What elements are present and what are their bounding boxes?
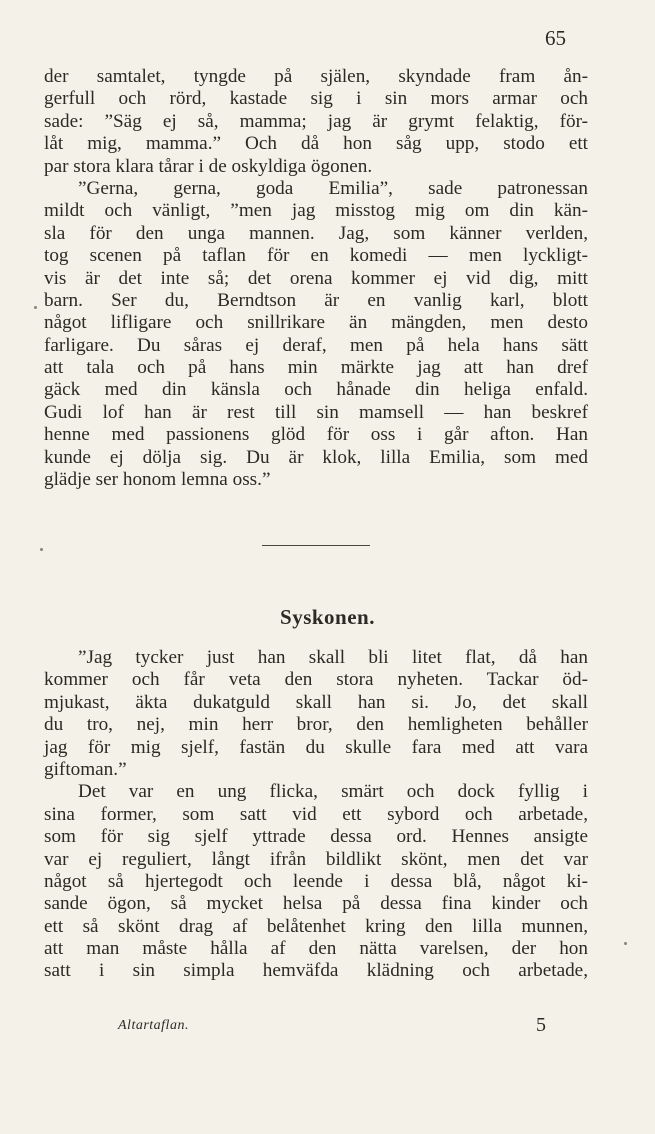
text-line: sande ögon, så mycket helsa på dessa fina kinder och <box>44 893 588 915</box>
text-block-upper <box>44 66 588 491</box>
page-footer <box>118 1014 548 1036</box>
text-line: låt mig, mamma.” Och då hon såg upp, stodo ett <box>44 133 588 155</box>
text-line: mjukast, äkta dukatguld skall han si. Jo, det skall <box>44 691 588 713</box>
text-line: kunde ej dölja sig. Du är klok, lilla Emilia, som med <box>44 446 588 468</box>
text-line: att tala och på hans min märkte jag att han dref <box>44 357 588 379</box>
text-line: par stora klara tårar i de oskyldiga ögonen. <box>44 155 373 177</box>
text-line: ett så skönt drag af belåtenhet kring den lilla munnen, <box>44 915 588 937</box>
paragraph-3 <box>44 647 588 781</box>
text-line: gerfull och rörd, kastade sig i sin mors armar och <box>44 88 588 110</box>
text-line: giftoman.” <box>44 758 127 780</box>
text-line: var ej reguliert, långt ifrån bildlikt skönt, men det var <box>44 848 588 870</box>
text-block-lower <box>44 647 588 983</box>
text-line: något så hjertegodt och leende i dessa blå, något ki- <box>44 870 588 892</box>
signature-mark: Altartaflan. <box>118 1018 189 1033</box>
text-line: mildt och vänligt, ”men jag misstog mig om din kän- <box>44 200 588 222</box>
text-line: jag för mig sjelf, fastän du skulle fara med att vara <box>44 736 588 758</box>
page-number: 65 <box>545 26 566 50</box>
text-line: gäck med din känsla och hånade din heliga enfald. <box>44 379 588 401</box>
text-line: glädje ser honom lemna oss.” <box>44 469 271 491</box>
text-line: sina former, som satt vid ett sybord och arbetade, <box>44 803 588 825</box>
text-line: satt i sin simpla hemväfda klädning och arbetade, <box>44 960 588 982</box>
text-line: tog scenen på taflan för en komedi — men lyckligt- <box>44 245 588 267</box>
text-line: henne med passionens glöd för oss i går afton. Han <box>44 424 588 446</box>
paragraph-4 <box>44 781 588 983</box>
text-line: som för sig sjelf yttrade dessa ord. Hennes ansigte <box>44 826 588 848</box>
paper-speck <box>40 548 43 551</box>
section-divider <box>262 545 370 546</box>
text-line: der samtalet, tyngde på själen, skyndade fram ån- <box>44 66 588 87</box>
sheet-number: 5 <box>536 1014 546 1036</box>
text-line: vis är det inte så; det orena kommer ej vid dig, mitt <box>44 267 588 289</box>
text-line: att man måste hålla af den nätta varelsen, der hon <box>44 938 588 960</box>
text-line: sla för den unga mannen. Jag, som känner verlden, <box>44 222 588 244</box>
text-line: barn. Ser du, Berndtson är en vanlig karl, blott <box>44 289 588 311</box>
text-line: du tro, nej, min herr bror, den hemligheten behåller <box>44 714 588 736</box>
text-line: sade: ”Säg ej så, mamma; jag är grymt felaktig, för- <box>44 110 588 132</box>
paper-speck <box>34 306 37 309</box>
text-line: ”Gerna, gerna, goda Emilia”, sade patronessan <box>78 177 588 199</box>
paragraph-1 <box>44 66 588 178</box>
text-line: ”Jag tycker just han skall bli litet flat, då han <box>78 647 588 668</box>
text-line: Gudi lof han är rest till sin mamsell — han beskref <box>44 401 588 423</box>
text-line: kommer och får veta den stora nyheten. Tackar öd- <box>44 669 588 691</box>
paper-speck <box>624 942 627 945</box>
text-line: farligare. Du såras ej deraf, men på hela hans sätt <box>44 334 588 356</box>
section-title: Syskonen. <box>280 605 375 629</box>
text-line: Det var en ung flicka, smärt och dock fyllig i <box>78 781 588 803</box>
paragraph-2 <box>44 178 588 491</box>
text-line: något lifligare och snillrikare än mängden, men desto <box>44 312 588 334</box>
